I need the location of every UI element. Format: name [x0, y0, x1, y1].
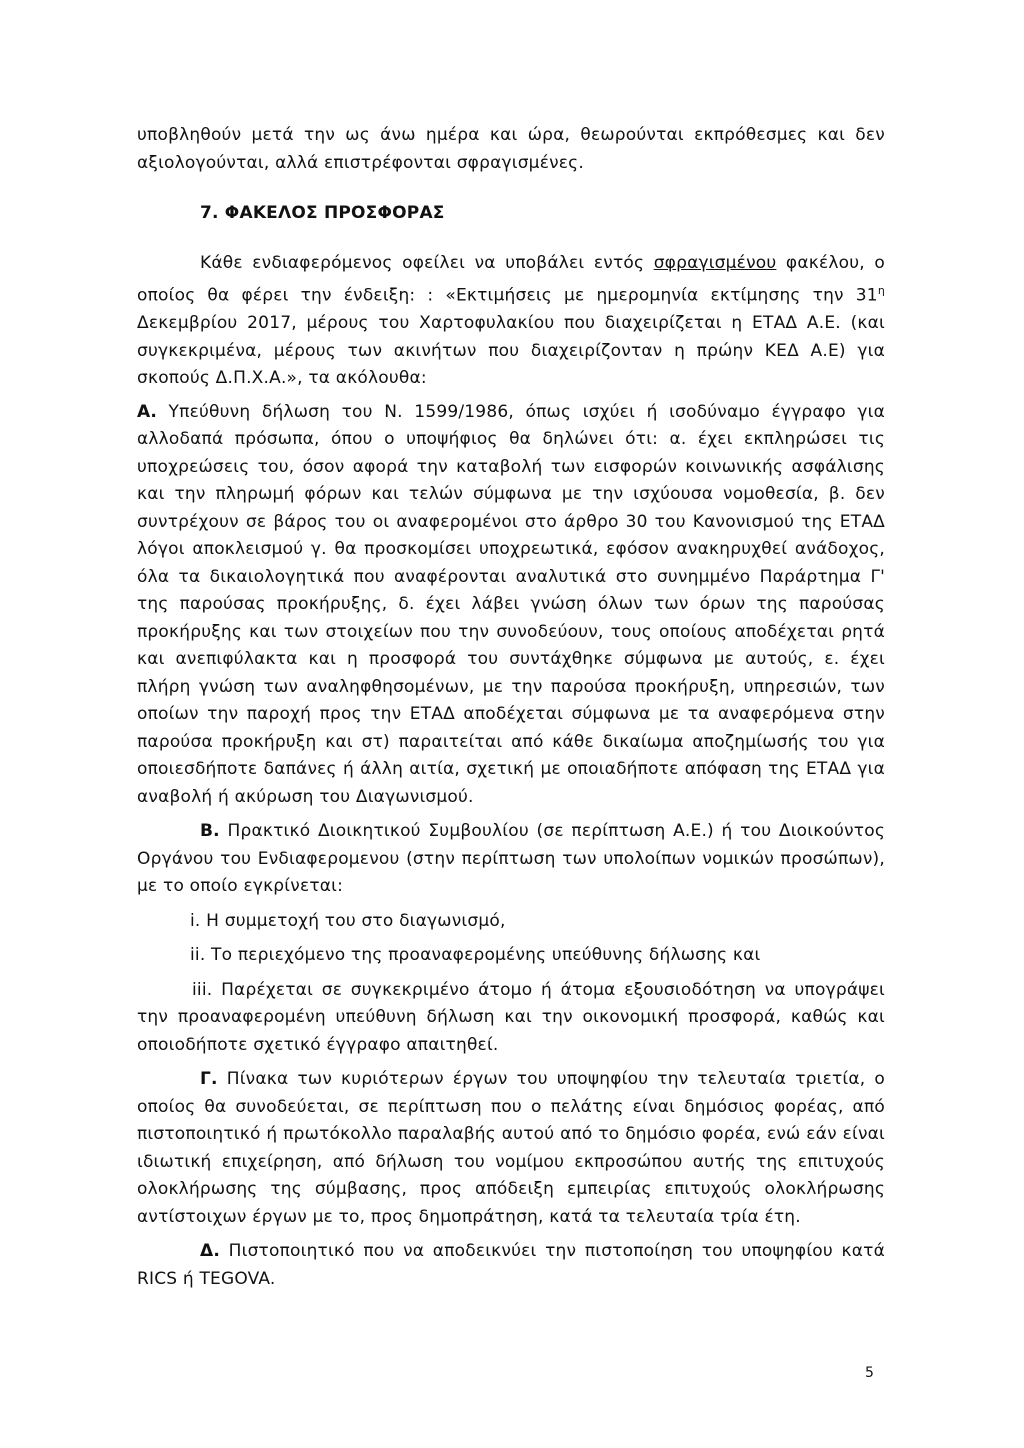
subitem-i: i. Η συμμετοχή του στο διαγωνισμό, [190, 910, 506, 931]
opening-text-1: Κάθε ενδιαφερόμενος οφείλει να υποβάλει εντός [200, 252, 654, 273]
opening-text-2: φακέλου, ο οποίος θα φέρει την ένδειξη: : «Εκτιμήσεις με ημερομηνία εκτίμησης την 31 [137, 252, 885, 306]
item-c-text: Πίνακα των κυριότερων έργων του υποψηφίου την τελευταία τριετία, ο οποίος θα συνοδεύεται, σε περίπτωση που ο πελάτης είναι δημόσιος φορέας, από πιστοποιητικό ή πρωτόκολλο παραλαβής αυτού από το δημόσιο φορέα, ενώ εάν είναι ιδιωτική επιχείρηση, από δήλωση του νομίμου εκπροσώπου αυτής της επιτυχούς ολοκλήρωσης της σύμβασης, προς απόδειξη εμπειρίας επιτυχούς ολοκλήρωσης αντίστοιχων έργων με το, προς δημοπράτηση, κατά τα τελευταία τρία έτη. [137, 1069, 885, 1227]
subitem-iii: iii. Παρέχεται σε συγκεκριμένο άτομο ή άτομα εξουσιοδότηση να υπογράψει την προαναφερομένη υπεύθυνη δήλωση και την οικονομική προσφορά, καθώς και οποιοδήποτε σχετικό έγγραφο απαιτηθεί. [137, 979, 885, 1055]
intro-paragraph: υποβληθούν μετά την ως άνω ημέρα και ώρα, θεωρούνται εκπρόθεσμες και δεν αξιολογούνται, αλλά επιστρέφονται σφραγισμένες. [137, 125, 885, 173]
item-c-paragraph [137, 1066, 885, 1231]
item-c-label: Γ. [200, 1069, 218, 1090]
item-a-text: Υπεύθυνη δήλωση του Ν. 1599/1986, όπως ισχύει ή ισοδύναμο έγγραφο για αλλοδαπά πρόσωπα, όπου ο υποψήφιος θα δηλώνει ότι: α. έχει εκπληρώσει τις υποχρεώσεις του, όσον αφορά την καταβολή των εισφορών κοινωνικής ασφάλισης και την πληρωμή φόρων και τελών σύμφωνα με την ισχύουσα νομοθεσία, β. δεν συντρέχουν σε βάρος του οι αναφερομένοι στο άρθρο 30 του Κανονισμού της ΕΤΑΔ λόγοι αποκλεισμού γ. θα προσκομίσει υποχρεωτικά, εφόσον ανακηρυχθεί ανάδοχος, όλα τα δικαιολογητικά που αναφέρονται αναλυτικά στο συνημμένο Παράρτημα Γ' της παρούσας προκήρυξης, δ. έχει λάβει γνώση όλων των όρων της παρούσας προκήρυξης και των στοιχείων που την συνοδεύουν, τους οποίους αποδέχεται ρητά και ανεπιφύλακτα και η προσφορά του συντάχθηκε σύμφωνα με αυτούς, ε. έχει πλήρη γνώση των αναληφθησομένων, με την παρούσα προκήρυξη, υπηρεσιών, των οποίων την παροχή προς την ΕΤΑΔ αποδέχεται σύμφωνα με τα αναφερόμενα στην παρούσα προκήρυξη και στ) παραιτείται από κάθε δικαίωμα αποζημίωσής του για οποιεσδήποτε δαπάνες ή άλλη αιτία, σχετική με οποιαδήποτε απόφαση της ΕΤΑΔ για αναβολή ή ακύρωση του Διαγωνισμού. [137, 401, 885, 807]
section-title: 7. ΦΑΚΕΛΟΣ ΠΡΟΣΦΟΡΑΣ [200, 203, 445, 223]
item-b-subitems [137, 908, 885, 1060]
item-d-label: Δ. [200, 1241, 221, 1262]
opening-text-3: Δεκεμβρίου 2017, μέρους του Χαρτοφυλακίου που διαχειρίζεται η ΕΤΑΔ Α.Ε. (και συγκεκριμένα, μέρους των ακινήτων που διαχειρίζονταν η πρώην ΚΕΔ Α.Ε) για σκοπούς Δ.Π.Χ.Α.», τα ακόλουθα: [137, 313, 885, 389]
document-body [137, 122, 885, 1293]
opening-paragraph [137, 250, 885, 393]
item-d-text: Πιστοποιητικό που να αποδεικνύει την πιστοποίηση του υποψηφίου κατά RICS ή TEGOVA. [137, 1241, 885, 1289]
subitem-ii: ii. Το περιεχόμενο της προαναφερομένης υπεύθυνης δήλωσης και [190, 945, 761, 966]
item-d-paragraph [137, 1238, 885, 1293]
item-b-paragraph [137, 818, 885, 901]
opening-superscript: η [877, 284, 885, 297]
page-number: 5 [865, 1365, 874, 1381]
item-b-text: Πρακτικό Διοικητικού Συμβουλίου (σε περίπτωση Α.Ε.) ή του Διοικούντος Οργάνου του Ενδιαφερομενου (στην περίπτωση των υπολοίπων νομικών προσώπων), με το οποίο εγκρίνεται: [137, 821, 885, 897]
item-b-label: Β. [200, 821, 220, 842]
opening-underlined-word: σφραγισμένου [653, 252, 777, 273]
item-a-paragraph [137, 399, 885, 812]
item-a-label: Α. [137, 401, 158, 422]
